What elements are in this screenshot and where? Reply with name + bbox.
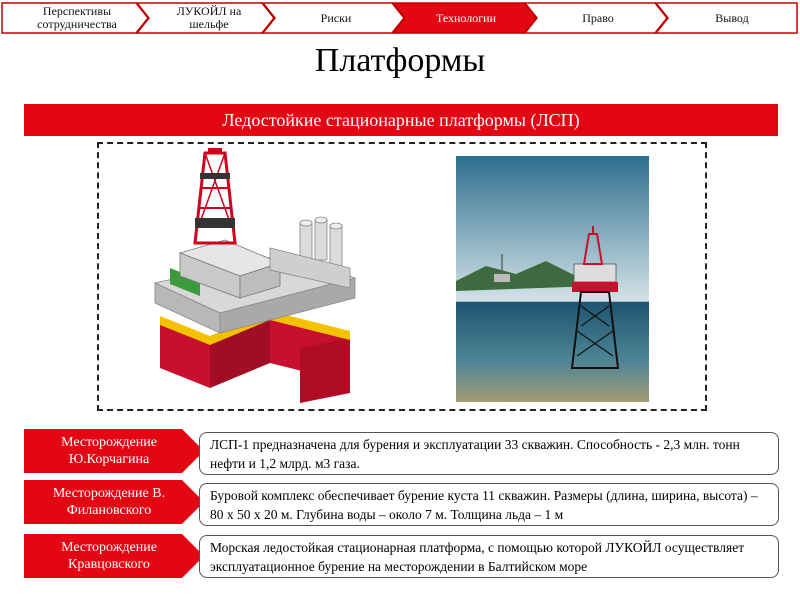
nav-item-conclusion[interactable]: Вывод — [715, 10, 749, 25]
nav-item-risks[interactable]: Риски — [320, 10, 352, 25]
nav-item-law[interactable]: Право — [582, 10, 614, 25]
field-name-kravtsovsky: Месторождение Кравцовского — [61, 540, 157, 572]
field-name-filanovsky: Месторождение В. Филановского — [52, 486, 166, 518]
field-description-kravtsovsky: Морская ледостойкая стационарная платформа, с помощью которой ЛУКОЙЛ осуществляет эксплуатационное бурение на месторождении в Балтийском море — [199, 535, 779, 578]
page-title: Платформы — [314, 42, 486, 79]
nav-item-lukoil-shelf[interactable]: ЛУКОЙЛ на шельфе — [176, 4, 242, 31]
field-description-korchagin: ЛСП-1 предназначена для бурения и эксплуатации 33 скважин. Способность - 2,3 млн. тонн нефти и 1,2 млрд. м3 газа. — [199, 432, 779, 475]
field-description-filanovsky: Буровой комплекс обеспечивает бурение куста 11 скважин. Размеры (длина, ширина, высота) – 80 х 50 х 20 м. Глубина воды – около 7 м. Толщина льда – 1 м — [199, 483, 779, 526]
nav-item-technologies[interactable]: Технологии — [435, 10, 497, 25]
section-banner: Ледостойкие стационарные платформы (ЛСП) — [24, 104, 778, 136]
nav-item-perspectives[interactable]: Перспективы сотрудничества — [37, 4, 117, 31]
platform-model-image — [150, 148, 370, 406]
top-navigation — [0, 0, 800, 36]
field-name-korchagin: Месторождение Ю.Корчагина — [61, 435, 157, 467]
offshore-platform-photo — [456, 156, 649, 402]
